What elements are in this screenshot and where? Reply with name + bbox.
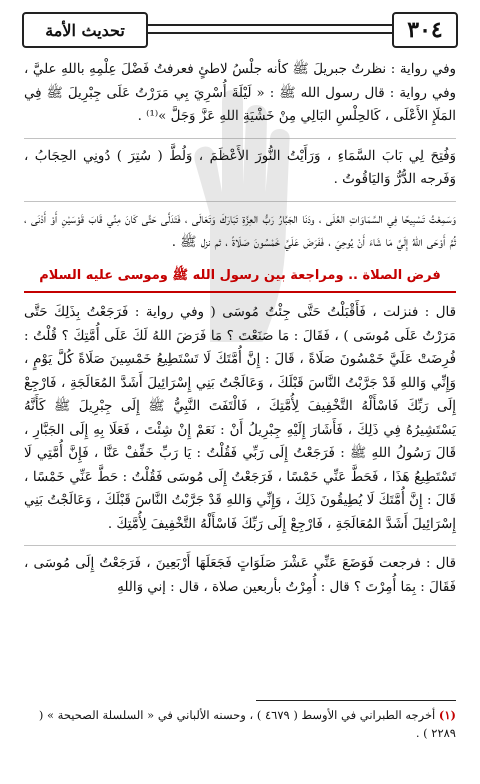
header-divider: [148, 24, 392, 34]
paragraph-5: قال : فرجعت فَوَضَعَ عَنِّي عَشْرَ صَلَوَاتٍ فَجَعَلَهَا أَرْبَعِينَ ، فَرَجَعْتُ إِلَى مُوسَى ، فَقَالَ : بِمَا أُمِرْتَ ؟ قال : أُمِرْتُ بأربعين صلاة ، قال : إني وَاللهِ: [24, 556, 456, 595]
paragraph-divider: [24, 201, 456, 202]
footnote-divider: [256, 700, 456, 701]
book-title: تحديث الأمة: [22, 12, 148, 48]
paragraph-divider: [24, 138, 456, 139]
footnote-text: أخرجه الطبراني في الأوسط ( ٤٦٧٩ ) ، وحسنه الألباني في « السلسلة الصحيحة » ( ٢٢٨٩ ) .: [38, 708, 456, 740]
paragraph-2: وَفُتِحَ لِي بَابَ السَّمَاءِ ، وَرَأَيْتُ النُّورَ الأَعْظَمَ ، وَلُطَّ ( سُتِرَ ) دُونِي الحِجَابُ ، وَفَرجه الدُّرُّ وَاليَاقُوتُ .: [24, 148, 456, 187]
main-text: [24, 58, 456, 608]
footnote-marker: (١): [438, 708, 456, 722]
paragraph-divider: [24, 545, 456, 546]
paragraph-4: قال : فنزلت ، فَأَقْبَلْتُ حَتَّى جِئْتُ مُوسَى ( وفي رواية : فَرَجَعْتُ بِذَلِكَ حَتَّى مَرَرْتُ عَلَى مُوسَى ) ، فَقَالَ : مَا صَنَعْتَ ؟ مَا فَرَضَ اللهُ لَكَ عَلَى أُمَّتِكَ ؟ قُلْتُ : فُرِضَتْ عَلَيَّ خَمْسُونَ صَلَاةً ، قَالَ : إِنَّ أُمَّتَكَ لَا تَسْتَطِيعُ خَمْسِينَ صَلَاةً كُلَّ يَوْمٍ ، وَإِنِّي وَاللهِ قَدْ جَرَّبْتُ النَّاسَ قَبْلَكَ ، وَعَالَجْتُ بَنِي إِسْرَائِيلَ أَشَدَّ المُعَالَجَةِ ، فَارْجِعْ إِلَى رَبِّكَ فَاسْأَلْهُ التَّخْفِيفَ لِأُمَّتِكَ ، فَالْتَفَتَ النَّبِيُّ ﷺ إِلَى جِبْرِيلَ ﷺ كَأَنَّهُ يَسْتَشِيرُهُ فِي ذَلِكَ ، فَأَشَارَ إِلَيْهِ جِبْرِيلُ أَنْ : نَعَمْ إِنْ شِئْتَ ، فَعَلَا بِهِ إِلَى الجَبَّارِ ، قَالَ رَسُولُ اللهِ ﷺ : فَرَجَعْتُ إِلَى رَبِّي فَقُلْتُ : يَا رَبِّ خَفِّفْ عَنَّا ، فَإِنَّ أُمَّتِي لَا تَسْتَطِيعُ هَذَا ، فَحَطَّ عَنِّي خَمْسًا ، فَرَجَعْتُ إِلَى مُوسَى فَقُلْتُ : حَطَّ عَنِّي خَمْسًا ، قَالَ : إِنَّ أُمَّتَكَ لَا يُطِيقُونَ ذَلِكَ ، وَإِنِّي وَاللهِ قَدْ جَرَّبْتُ النَّاسَ قَبْلَكَ ، وَعَالَجْتُ بَنِي إِسْرَائِيلَ أَشَدَّ المُعَالَجَةِ ، فَارْجِعْ إِلَى رَبِّكَ فَاسْأَلْهُ التَّخْفِيفَ لِأُمَّتِكَ .: [24, 305, 456, 532]
footnote: [24, 706, 456, 742]
page-header: [22, 12, 458, 48]
page-number: ٣٠٤: [392, 12, 458, 48]
section-heading: فرض الصلاة .. ومراجعة بين رسول الله ﷺ وموسى عليه السلام: [24, 264, 456, 294]
paragraph-3: وَسَمِعْتُ تَسْبِيحًا فِي السَّمَاوَاتِ العُلَى ، ودَنَا الجَبَّارُ رَبُّ العِزَّةِ تَبَارَكَ وَتَعَالَى ، فَتَدَلَّى حَتَّى كَانَ مِنِّي قَابَ قَوْسَيْنِ أَوْ أَدْنَى ، ثُمَّ أَوْحَى اللهُ إِلَيَّ مَا شَاءَ أَنْ يُوحِيَ ، فَفَرَضَ عَلَيَّ خَمْسُونَ صَلَاةً ، ثم نزل ﷺ .: [24, 211, 456, 250]
paragraph-1: وفي رواية : نظرتُ جبريلَ ﷺ كأنه جلْسُ لاطئٍ فعرفتُ فَضْلَ عِلْمِهِ باللهِ عليَّ ، وفي رواية : قال رسول الله ﷺ : « لَيْلَةَ أُسْرِيَ بِي مَرَرْتُ عَلَى جِبْرِيلَ ﷺ فِي المَلَإِ الأَعْلَى ، كَالحِلْسِ البَالِي مِنْ خَشْيَةِ اللهِ عَزَّ وَجَلَّ »⁽¹⁾ .: [24, 62, 456, 124]
